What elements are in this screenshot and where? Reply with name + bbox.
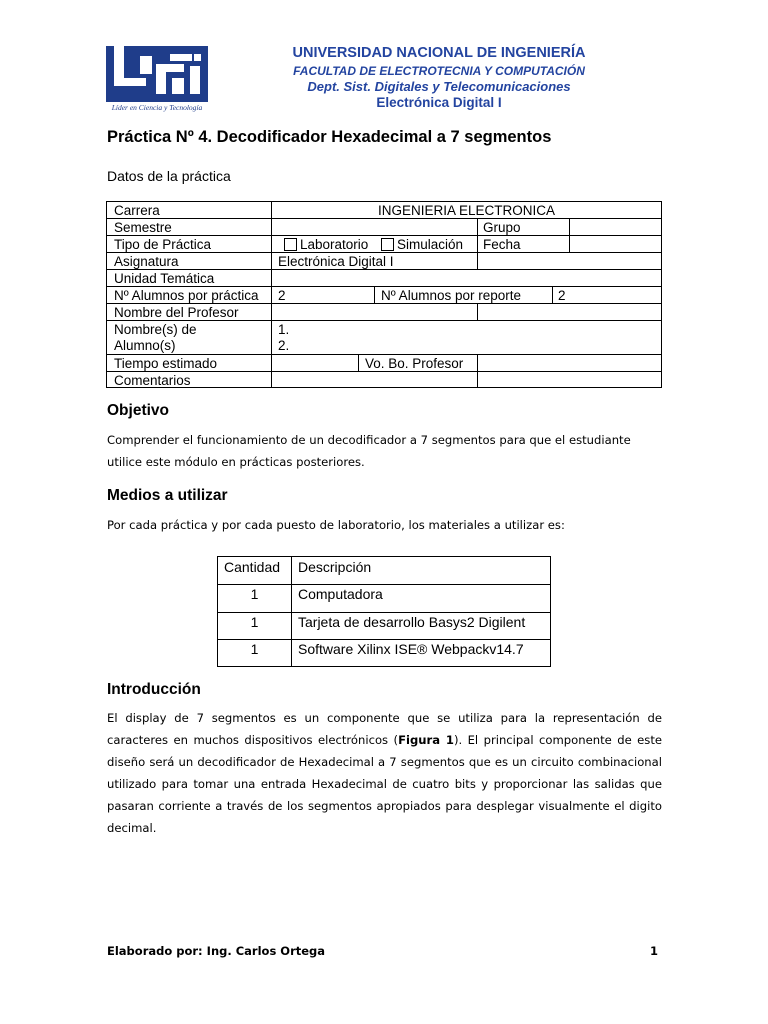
- footer-author: Elaborado por: Ing. Carlos Ortega: [107, 944, 326, 958]
- department-name: Dept. Sist. Digitales y Telecomunicaciones: [307, 79, 571, 94]
- profesor-label: Nombre del Profesor: [114, 305, 239, 320]
- comentarios-label: Comentarios: [114, 373, 191, 388]
- laboratorio-label: Laboratorio: [300, 237, 369, 252]
- alumnos-practica-label: Nº Alumnos por práctica: [114, 288, 259, 303]
- simulacion-option[interactable]: [381, 237, 463, 252]
- practice-info-table: [106, 201, 662, 388]
- alumno-1: 1.: [278, 322, 290, 337]
- material-qty: 1: [250, 641, 259, 657]
- objetivo-line1: Comprender el funcionamiento de un decodificador a 7 segmentos para que el estudiante: [107, 433, 631, 447]
- page-title: Práctica Nº 4. Decodificador Hexadecimal a 7 segmentos: [107, 128, 552, 146]
- simulacion-label: Simulación: [397, 237, 464, 252]
- material-qty: 1: [250, 614, 259, 630]
- intro-text-after: ). El principal componente de este diseño será un decodificador de Hexadecimal a 7 segmentos que es un circuito combinacional utilizado para tomar una entrada Hexadecimal de cuatro bits y proporcionar las salidas que pasaran corriente a través de los segmentos apropiados para desplegar visualmente el digito decimal.: [107, 733, 663, 835]
- tipo-practica-label: Tipo de Práctica: [114, 237, 212, 252]
- course-name: Electrónica Digital I: [376, 95, 502, 110]
- alumnos-reporte-label: Nº Alumnos por reporte: [381, 288, 521, 303]
- section-subtitle: Datos de la práctica: [107, 168, 231, 184]
- material-desc: Computadora: [298, 586, 383, 602]
- laboratorio-checkbox[interactable]: [284, 238, 297, 251]
- university-name: UNIVERSIDAD NACIONAL DE INGENIERÍA: [292, 45, 586, 61]
- faculty-name: FACULTAD DE ELECTROTECNIA Y COMPUTACIÓN: [293, 64, 585, 78]
- vobo-label: Vo. Bo. Profesor: [365, 356, 464, 371]
- simulacion-checkbox[interactable]: [381, 238, 394, 251]
- tiempo-label: Tiempo estimado: [114, 356, 218, 371]
- introduccion-heading: Introducción: [107, 681, 201, 698]
- material-desc: Tarjeta de desarrollo Basys2 Digilent: [298, 614, 526, 630]
- unidad-tematica-label: Unidad Temática: [114, 271, 215, 286]
- materials-table: [217, 556, 551, 667]
- introduccion-paragraph: [107, 707, 662, 839]
- intro-text-before: El display de 7 segmentos es un componente que se utiliza para la representación de caracteres en muchos dispositivos electrónicos (: [107, 711, 662, 747]
- medios-heading: Medios a utilizar: [107, 487, 228, 504]
- fecha-label: Fecha: [483, 237, 521, 252]
- alumno-2: 2.: [278, 338, 290, 353]
- asignatura-label: Asignatura: [114, 254, 179, 269]
- material-desc: Software Xilinx ISE® Webpackv14.7: [298, 641, 524, 657]
- materials-header-qty: Cantidad: [224, 559, 281, 575]
- grupo-label: Grupo: [483, 220, 521, 235]
- figura-reference: Figura 1: [398, 733, 454, 747]
- asignatura-value: Electrónica Digital I: [278, 254, 394, 269]
- objetivo-heading: Objetivo: [107, 402, 170, 419]
- materials-header-desc: Descripción: [298, 559, 372, 575]
- semestre-label: Semestre: [114, 220, 172, 235]
- university-logo: [106, 46, 208, 116]
- laboratorio-option[interactable]: [284, 237, 368, 252]
- carrera-value: INGENIERIA ELECTRONICA: [377, 203, 556, 218]
- alumnos-reporte-value: 2: [558, 288, 566, 303]
- carrera-label: Carrera: [114, 203, 160, 218]
- page-number: 1: [650, 944, 659, 958]
- uni-logo-icon: [106, 46, 208, 102]
- alumnos-practica-value: 2: [278, 288, 286, 303]
- medios-text: Por cada práctica y por cada puesto de laboratorio, los materiales a utilizar es:: [107, 518, 565, 532]
- material-qty: 1: [250, 586, 259, 602]
- alumnos-nombre-label-line2: Alumno(s): [114, 338, 176, 353]
- logo-caption: Líder en Ciencia y Tecnología: [111, 103, 203, 112]
- alumnos-nombre-label-line1: Nombre(s) de: [114, 322, 197, 337]
- objetivo-line2: utilice este módulo en prácticas posteriores.: [107, 455, 365, 469]
